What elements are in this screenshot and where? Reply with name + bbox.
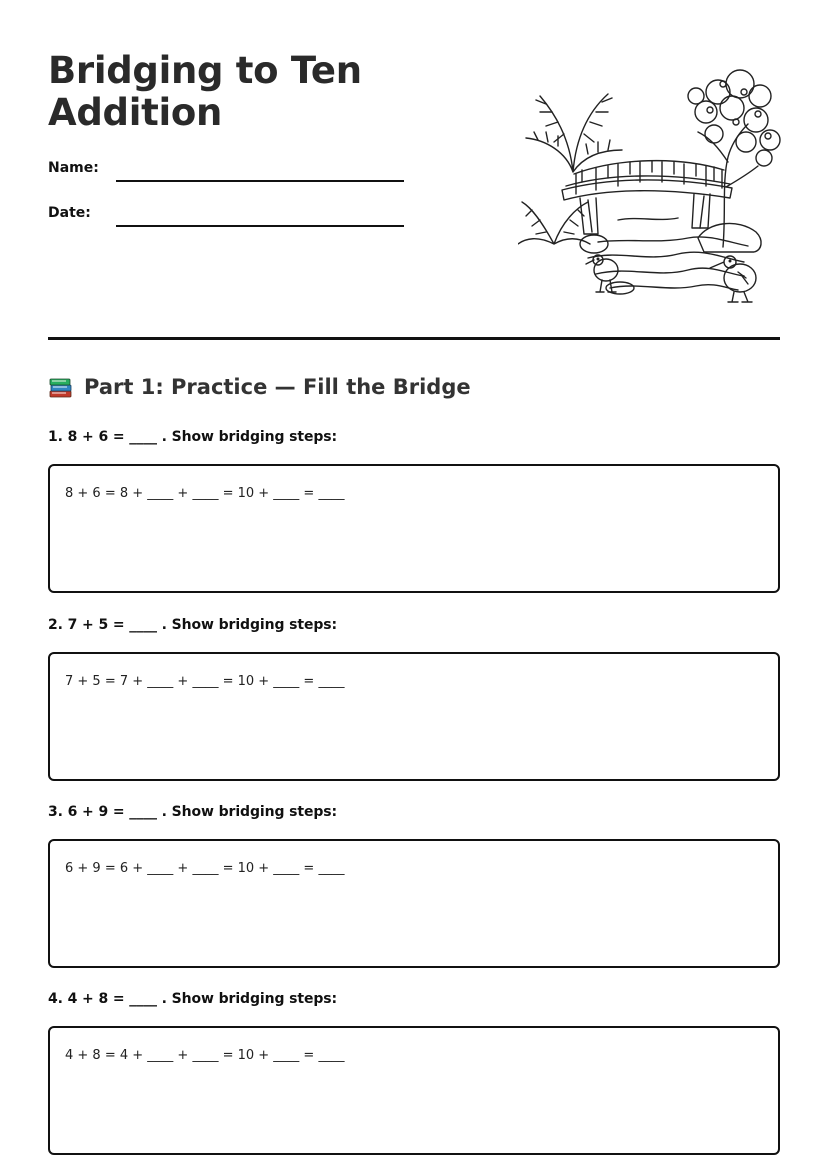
question-1-answer-box[interactable] — [48, 464, 780, 593]
lower-fern-icon — [518, 202, 590, 244]
date-field[interactable] — [48, 205, 408, 227]
fern-icon — [526, 94, 622, 172]
bridge-illustration — [518, 62, 782, 308]
books-icon — [48, 374, 74, 400]
part1-heading — [48, 374, 471, 400]
rock-icon — [580, 235, 608, 253]
question-4-answer-box[interactable] — [48, 1026, 780, 1155]
question-2-answer-box[interactable] — [48, 652, 780, 781]
question-4-label: 4. 4 + 8 = ____ . Show bridging steps: — [48, 991, 338, 1007]
question-3-label: 3. 6 + 9 = ____ . Show bridging steps: — [48, 804, 338, 820]
question-2-work: 7 + 5 = 7 + ____ + ____ = 10 + ____ = ____ — [65, 674, 345, 689]
part1-heading-text: Part 1: Practice — Fill the Bridge — [84, 375, 471, 399]
name-line[interactable] — [116, 180, 404, 182]
question-4-work: 4 + 8 = 4 + ____ + ____ = 10 + ____ = ____ — [65, 1048, 345, 1063]
title-line-1: Bridging to Ten — [48, 49, 362, 92]
kiwi-bird-left-icon — [586, 255, 618, 292]
question-2-label: 2. 7 + 5 = ____ . Show bridging steps: — [48, 617, 338, 633]
question-3-answer-box[interactable] — [48, 839, 780, 968]
title-line-2: Addition — [48, 91, 223, 134]
kiwi-bird-right-icon — [710, 256, 756, 302]
flowering-tree-icon — [688, 70, 780, 247]
name-label: Name: — [48, 160, 99, 176]
date-label: Date: — [48, 205, 91, 221]
date-line[interactable] — [116, 225, 404, 227]
name-field[interactable] — [48, 160, 408, 182]
header-divider — [48, 337, 780, 340]
question-3-work: 6 + 9 = 6 + ____ + ____ = 10 + ____ = ____ — [65, 861, 345, 876]
wooden-bridge-icon — [562, 161, 732, 234]
worksheet-title — [48, 50, 362, 134]
question-1-work: 8 + 6 = 8 + ____ + ____ = 10 + ____ = ____ — [65, 486, 345, 501]
question-1-label: 1. 8 + 6 = ____ . Show bridging steps: — [48, 429, 338, 445]
